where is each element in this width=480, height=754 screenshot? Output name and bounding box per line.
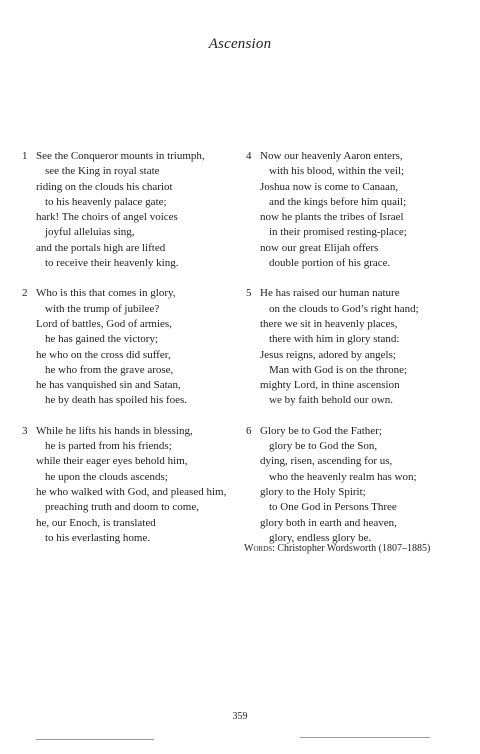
verse-line: while their eager eyes behold him, — [36, 455, 188, 468]
verse-4 — [246, 149, 471, 271]
verse-number: 6 — [246, 424, 252, 437]
verse-line: he who on the cross did suffer, — [36, 348, 171, 361]
verse-number: 1 — [22, 150, 28, 162]
verse-line: he who walked with God, and pleased him, — [36, 485, 227, 498]
verse-6 — [246, 424, 471, 546]
verse-line: and the portals high are lifted — [36, 241, 166, 254]
verse-line: there with him in glory stand: — [269, 333, 400, 346]
verse-line: on the clouds to God’s right hand; — [269, 302, 419, 315]
verse-line: glory be to God the Son, — [269, 440, 378, 453]
verse-line: he has gained the victory; — [45, 333, 159, 346]
verse-line: Man with God is on the throne; — [269, 363, 408, 376]
attribution-label: Words: — [244, 543, 275, 554]
verse-line: joyful alleluias sing, — [45, 226, 135, 239]
verse-line: dying, risen, ascending for us, — [260, 455, 393, 468]
verse-3 — [22, 424, 247, 546]
verse-line: to One God in Persons Three — [269, 501, 397, 514]
page-number: 359 — [232, 711, 248, 722]
verse-line: glory both in earth and heaven, — [260, 516, 397, 529]
verse-number: 5 — [246, 287, 252, 300]
verse-2 — [22, 286, 247, 408]
verse-line: Lord of battles, God of armies, — [36, 317, 172, 330]
verse-line: and the kings before him quail; — [269, 195, 407, 208]
verse-line: He has raised our human nature — [260, 287, 400, 300]
hymn-column-left — [22, 149, 247, 561]
attribution-author: Christopher Wordsworth (1807–1885) — [277, 543, 431, 554]
verse-line: Who is this that comes in glory, — [36, 287, 176, 300]
verse-line: See the Conqueror mounts in triumph, — [36, 150, 205, 162]
verse-line: preaching truth and doom to come, — [45, 501, 199, 514]
verse-line: see the King in royal state — [45, 165, 160, 178]
verse-line: riding on the clouds his chariot — [36, 180, 173, 193]
verse-number: 4 — [246, 150, 252, 162]
verse-line: he, our Enoch, is translated — [36, 516, 156, 529]
verse-line: Glory be to God the Father; — [260, 424, 382, 437]
verse-line: with his blood, within the veil; — [269, 165, 405, 178]
verse-line: he has vanquished sin and Satan, — [36, 379, 181, 392]
hymn-title: Ascension — [208, 36, 272, 52]
verse-line: he who from the grave arose, — [45, 363, 174, 376]
verse-line: he is parted from his friends; — [45, 440, 172, 453]
verse-line: Jesus reigns, adored by angels; — [260, 348, 396, 361]
verse-line: now our great Elijah offers — [260, 241, 379, 254]
verse-line: with the trump of jubilee? — [45, 302, 160, 315]
verse-line: to receive their heavenly king. — [45, 257, 179, 270]
verse-line: glory, endless glory be. — [269, 531, 372, 544]
verse-line: in their promised resting-place; — [269, 226, 407, 239]
verse-line: While he lifts his hands in blessing, — [36, 424, 193, 437]
attribution — [244, 543, 430, 554]
verse-line: hark! The choirs of angel voices — [36, 211, 178, 224]
verse-line: double portion of his grace. — [269, 257, 391, 270]
verse-line: mighty Lord, in thine ascension — [260, 379, 400, 392]
verse-line: Joshua now is come to Canaan, — [260, 180, 399, 193]
verse-1 — [22, 149, 247, 271]
verse-line: to his everlasting home. — [45, 531, 151, 544]
verse-line: to his heavenly palace gate; — [45, 195, 167, 208]
hymn-column-right — [246, 149, 471, 561]
verse-5 — [246, 286, 471, 408]
bottom-rule-right — [300, 737, 430, 738]
verse-line: there we sit in heavenly places, — [260, 317, 398, 330]
verse-line: who the heavenly realm has won; — [269, 470, 417, 483]
verse-line: glory to the Holy Spirit; — [260, 485, 366, 498]
verse-line: now he plants the tribes of Israel — [260, 211, 404, 224]
verse-number: 2 — [22, 287, 28, 300]
verse-number: 3 — [22, 424, 28, 437]
verse-line: Now our heavenly Aaron enters, — [260, 150, 403, 162]
verse-line: he upon the clouds ascends; — [45, 470, 168, 483]
verse-line: he by death has spoiled his foes. — [45, 394, 188, 407]
bottom-rule-left — [36, 739, 154, 740]
verse-line: we by faith behold our own. — [269, 394, 394, 407]
